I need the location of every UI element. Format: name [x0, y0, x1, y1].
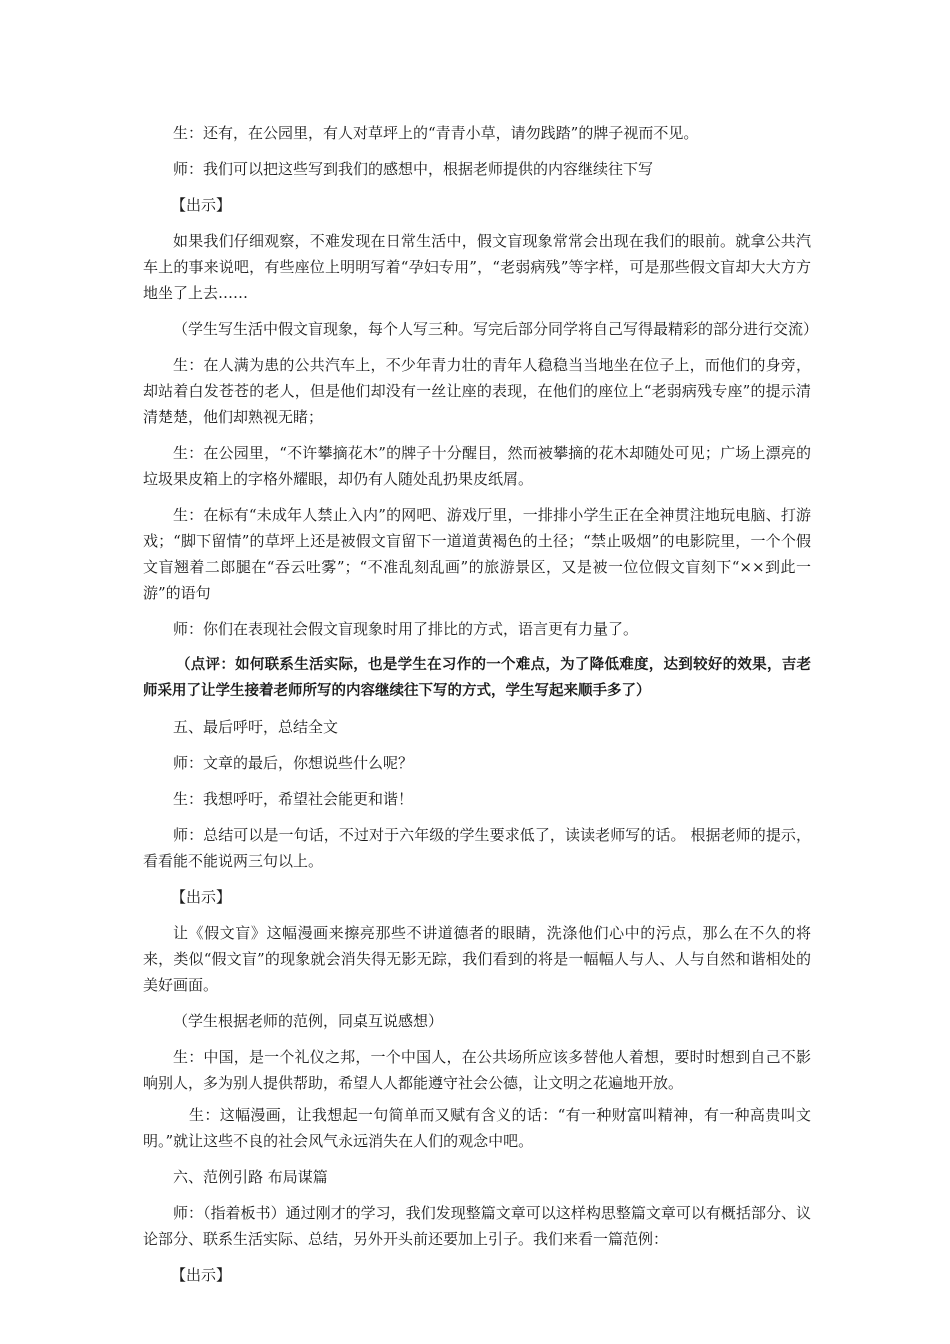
paragraph: （学生写生活中假文盲现象，每个人写三种。写完后部分同学将自己写得最精彩的部分进行交流）: [173, 320, 819, 338]
commentary-note: （点评：如何联系生活实际，也是学生在习作的一个难点，为了降低难度，达到较好的效果，吉老师采用了让学生接着老师所写的内容继续往下写的方式，学生写起来顺手多了）: [143, 657, 811, 699]
paragraph: 生：在标有“未成年人禁止入内”的网吧、游戏厅里，一排排小学生正在全神贯注地玩电脑、打游戏；“脚下留情”的草坪上还是被假文盲留下一道道黄褐色的土径；“禁止吸烟”的电影院里，一个个假文盲翘着二郎腿在“吞云吐雾”；“不准乱刻乱画”的旅游景区，又是被一位位假文盲刻下“××到此一游”的语句: [143, 506, 811, 602]
paragraph: 生：在公园里，“不许攀摘花木”的牌子十分醒目，然而被攀摘的花木却随处可见；广场上漂亮的垃圾果皮箱上的字格外耀眼，却仍有人随处乱扔果皮纸屑。: [143, 444, 811, 488]
paragraph: 师：（指着板书）通过刚才的学习，我们发现整篇文章可以这样构思整篇文章可以有概括部分、议论部分、联系生活实际、总结，另外开头前还要加上引子。我们来看一篇范例：: [143, 1204, 811, 1248]
paragraph: 如果我们仔细观察，不难发现在日常生活中，假文盲现象常常会出现在我们的眼前。就拿公共汽车上的事来说吧，有些座位上明明写着“孕妇专用”，“老弱病残”等字样，可是那些假文盲却大大方方地坐了上去……: [143, 232, 811, 302]
paragraph: 生：还有，在公园里，有人对草坪上的“青青小草，请勿践踏”的牌子视而不见。: [173, 124, 699, 142]
paragraph: 生：在人满为患的公共汽车上，不少年青力壮的青年人稳稳当当地坐在位子上，而他们的身旁，却站着白发苍苍的老人，但是他们却没有一丝让座的表现，在他们的座位上“老弱病残专座”的提示清清楚楚，他们却熟视无睹；: [143, 356, 811, 426]
paragraph: 师：你们在表现社会假文盲现象时用了排比的方式，语言更有力量了。: [173, 620, 639, 638]
paragraph: 师：总结可以是一句话，不过对于六年级的学生要求低了，读读老师写的话。 根据老师的提示，看看能不能说两三句以上。: [143, 826, 811, 870]
paragraph: 生：我想呼吁，希望社会能更和谐！: [173, 790, 414, 808]
paragraph: 师：我们可以把这些写到我们的感想中，根据老师提供的内容继续往下写: [173, 160, 654, 178]
show-label: 【出示】: [171, 888, 232, 906]
section-heading: 六、范例引路 布局谋篇: [173, 1168, 328, 1186]
paragraph: 生：这幅漫画，让我想起一句简单而又赋有含义的话：“有一种财富叫精神，有一种高贵叫文明。”就让这些不良的社会风气永远消失在人们的观念中吧。: [143, 1106, 811, 1150]
paragraph: （学生根据老师的范例，同桌互说感想）: [173, 1012, 444, 1030]
paragraph: 让《假文盲》这幅漫画来擦亮那些不讲道德者的眼睛，洗涤他们心中的污点，那么在不久的将来，类似“假文盲”的现象就会消失得无影无踪，我们看到的将是一幅幅人与人、人与自然和谐相处的美好画面。: [143, 924, 811, 994]
show-label: 【出示】: [171, 1266, 232, 1284]
show-label: 【出示】: [171, 196, 232, 214]
section-heading: 五、最后呼吁，总结全文: [173, 718, 339, 736]
paragraph: 生：中国，是一个礼仪之邦，一个中国人，在公共场所应该多替他人着想，要时时想到自己不影响别人，多为别人提供帮助，希望人人都能遵守社会公德，让文明之花遍地开放。: [143, 1048, 811, 1092]
document-body: [143, 120, 819, 1288]
paragraph: 师：文章的最后，你想说些什么呢？: [173, 754, 414, 772]
